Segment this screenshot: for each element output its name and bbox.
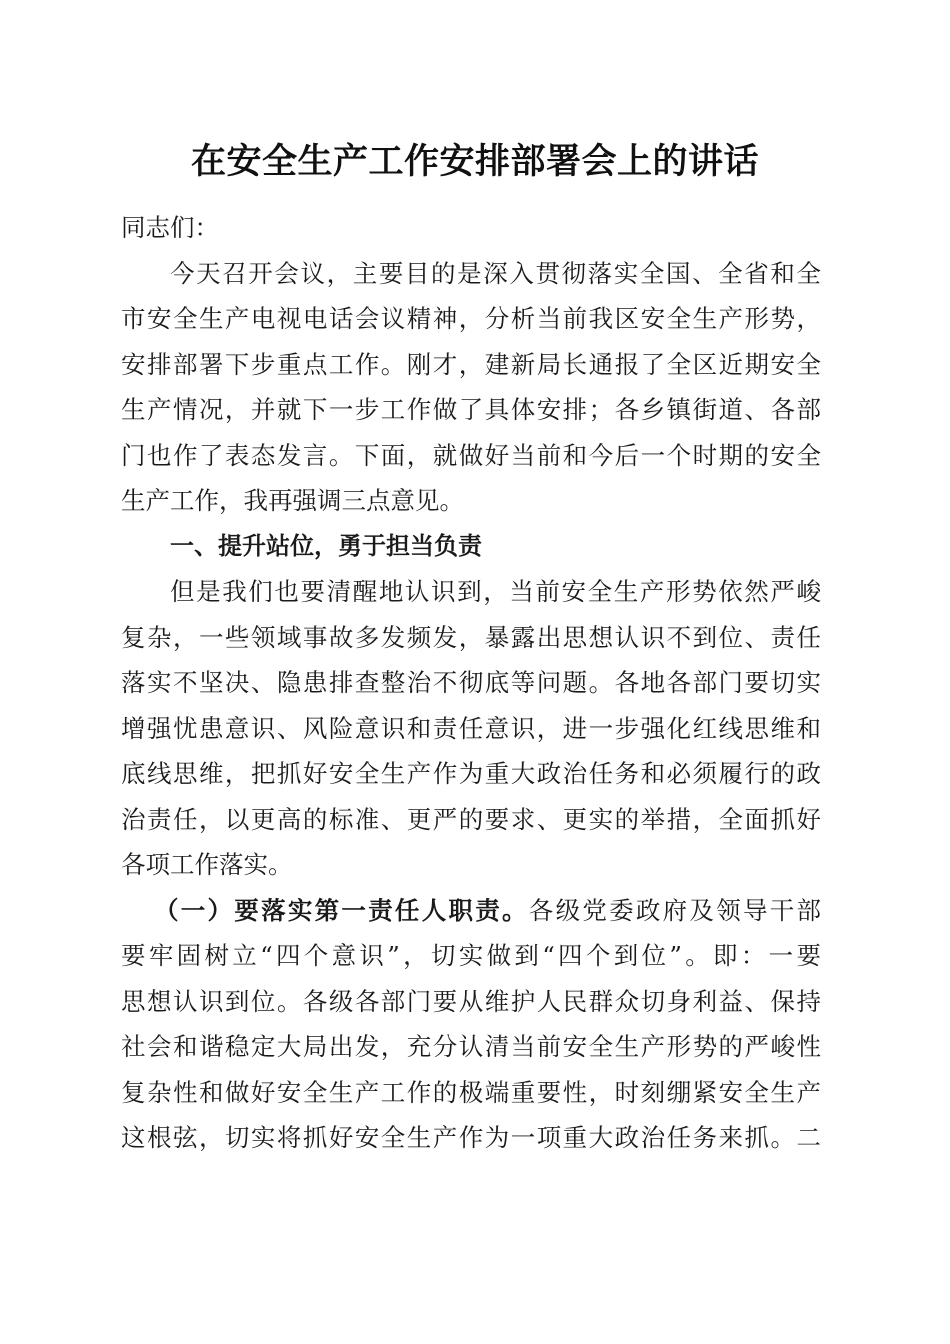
paragraph-line: 复杂，一些领域事故多发频发，暴露出思想认识不到位、责任: [121, 622, 821, 652]
paragraph-line: 这根弦，切实将抓好安全生产作为一项重大政治任务来抓。二: [121, 1123, 821, 1152]
paragraph-situation: [121, 569, 821, 888]
subsection-lead: （一）要落实第一责任人职责。: [154, 895, 529, 925]
paragraph-line: 生产工作，我再强调三点意见。: [121, 486, 464, 515]
paragraph-line: 社会和谐稳定大局出发，充分认清当前安全生产形势的严峻性: [121, 1032, 821, 1061]
paragraph-line: [121, 888, 821, 934]
paragraph-line: 但是我们也要清醒地认识到，当前安全生产形势依然严峻: [170, 577, 821, 606]
paragraph-line: 治责任，以更高的标准、更严的要求、更实的举措，全面抓好: [121, 804, 821, 834]
subsection-text: 各级党委政府及领导干部: [528, 895, 822, 925]
paragraph-line: 增强忧患意识、风险意识和责任意识，进一步强化红线思维和: [121, 713, 821, 743]
paragraph-line: 落实不坚决、隐患排查整治不彻底等问题。各地各部门要切实: [121, 668, 821, 697]
paragraph-line: 门也作了表态发言。下面，就做好当前和今后一个时期的安全: [121, 440, 821, 470]
paragraph-line: 思想认识到位。各级各部门要从维护人民群众切身利益、保持: [121, 986, 821, 1016]
paragraph-line: 复杂性和做好安全生产工作的极端重要性，时刻绷紧安全生产: [121, 1077, 821, 1107]
salutation: 同志们：: [121, 213, 219, 242]
paragraph-line: 各项工作落实。: [121, 850, 293, 879]
section-heading: 一、提升站位，勇于担当负责: [170, 531, 482, 560]
paragraph-line: 生产情况，并就下一步工作做了具体安排；各乡镇街道、各部: [121, 395, 821, 424]
paragraph-line: 今天召开会议，主要目的是深入贯彻落实全国、全省和全: [170, 258, 821, 288]
paragraph-line: 市安全生产电视电话会议精神，分析当前我区安全生产形势，: [121, 304, 821, 333]
paragraph-line: 底线思维，把抓好安全生产作为重大政治任务和必须履行的政: [121, 759, 821, 788]
paragraph-line: 安排部署下步重点工作。刚才，建新局长通报了全区近期安全: [121, 349, 821, 379]
document-body: [121, 205, 821, 1161]
paragraph-intro: [121, 251, 821, 524]
paragraph-responsibility: [121, 888, 821, 1161]
document-title: 在安全生产工作安排部署会上的讲话: [190, 141, 759, 182]
paragraph-line: 要牢固树立“四个意识”，切实做到“四个到位”。即：一要: [121, 941, 821, 970]
